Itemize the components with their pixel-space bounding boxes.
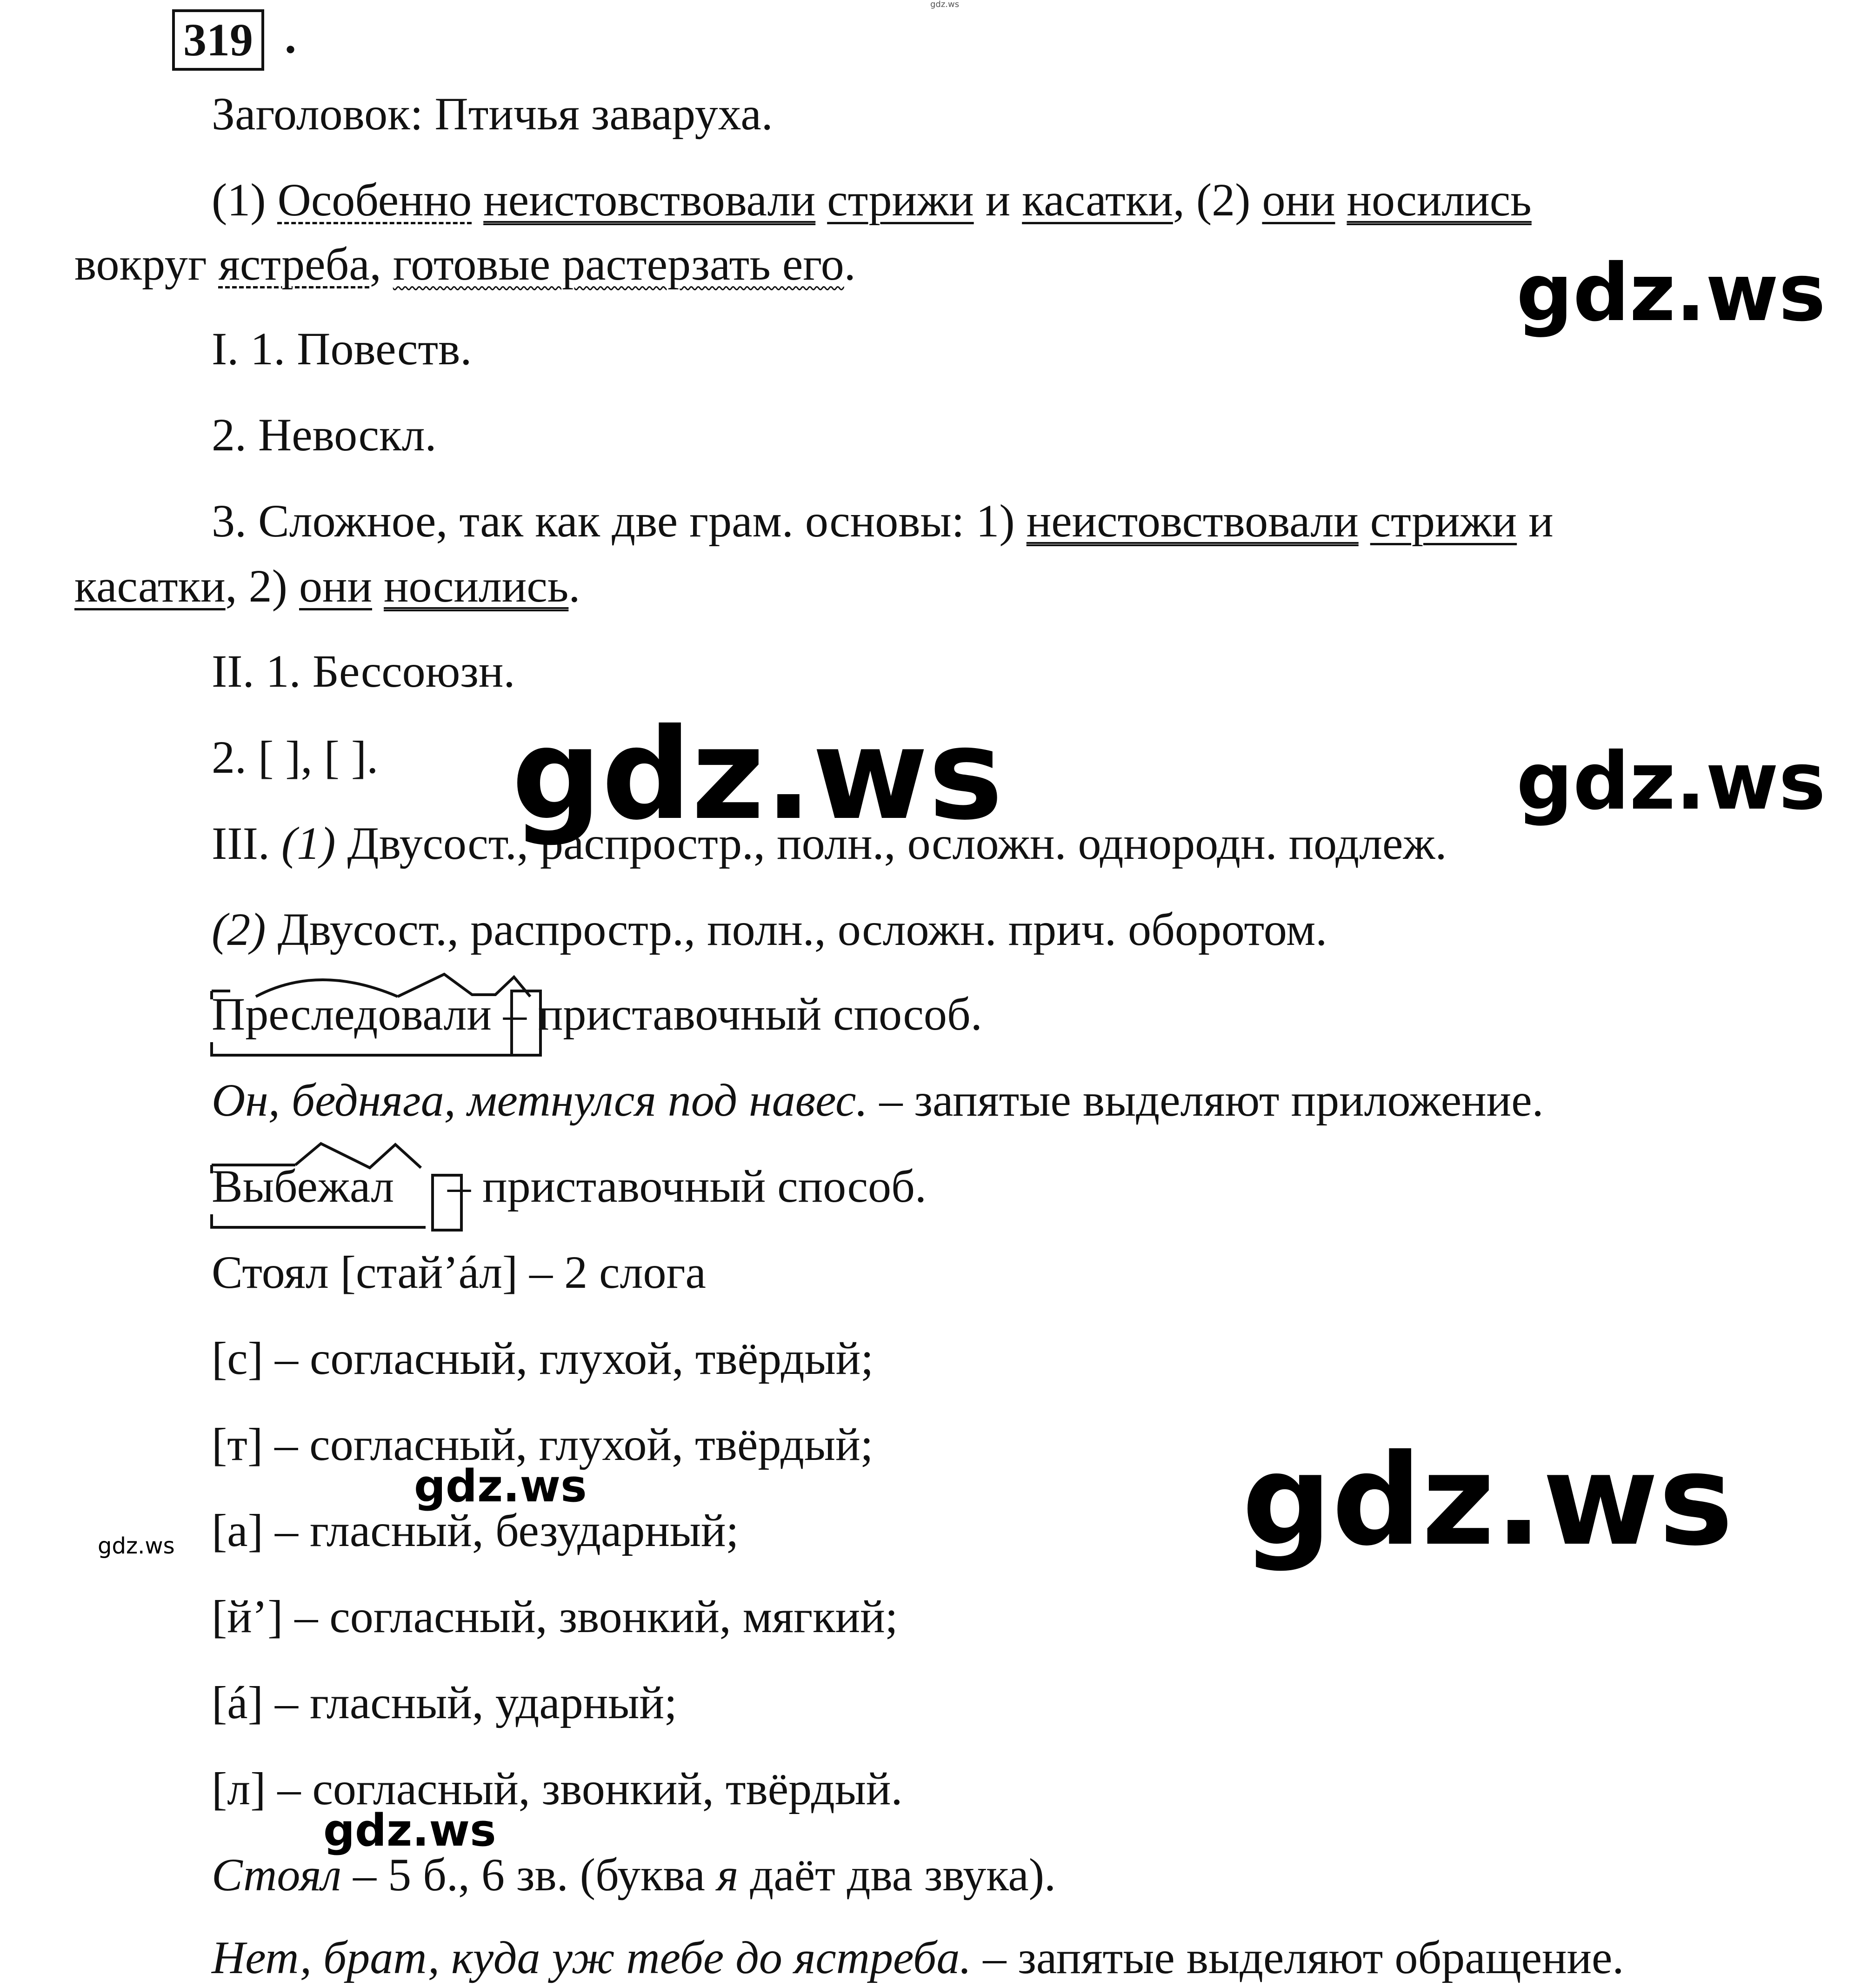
- analysis-ii2: 2. [ ], [ ].: [212, 731, 379, 783]
- word-nosilis-2: носились: [384, 560, 569, 612]
- analysis-part: [1359, 495, 1370, 547]
- analysis-part: (2): [212, 904, 266, 955]
- analysis-i3-line-1: [212, 493, 1554, 549]
- word-oni: они: [1262, 174, 1335, 226]
- word-strizhi-2: стрижи: [1370, 495, 1517, 547]
- word-kasatki-2: касатки: [74, 560, 226, 612]
- analysis-part: Двусост., распростр., полн., осложн. прич. оборотом.: [266, 904, 1327, 955]
- sentence-part: (1): [212, 174, 278, 226]
- phonetic-row: [л] – согласный, звонкий, твёрдый.: [212, 1763, 903, 1814]
- watermark: gdz.ws: [1516, 247, 1826, 339]
- watermark-large: gdz.ws: [512, 701, 1003, 848]
- analysis-i1: I. 1. Повеств.: [212, 323, 472, 375]
- phonetic-row: [á] – гласный, ударный;: [212, 1677, 677, 1728]
- watermark-small: gdz.ws: [414, 1461, 587, 1512]
- word-presledovali: Преследовали: [212, 988, 492, 1040]
- word-analysis-desc: – приставочный способ.: [491, 988, 982, 1040]
- watermark-small: gdz.ws: [323, 1805, 496, 1856]
- word-strizhi: стрижи: [827, 174, 974, 226]
- word-neistovstvovali: неистовствовали: [483, 174, 816, 226]
- analysis-i2: 2. Невоскл.: [212, 409, 437, 461]
- final-line: [212, 1930, 1624, 1986]
- exercise-number: 319: [172, 9, 264, 71]
- analysis-part: .: [568, 560, 580, 612]
- analysis-i3-line-2: [74, 558, 580, 614]
- phonetic-row: [т] – согласный, глухой, твёрдый;: [212, 1419, 874, 1470]
- final-desc: – запятые выделяют обращение.: [971, 1932, 1624, 1983]
- sentence-part: ,: [369, 238, 393, 290]
- example-sentence: Он, бедняга, метнулся под навес.: [212, 1074, 868, 1126]
- word-nosilis: носились: [1347, 174, 1532, 226]
- sentence-part: вокруг: [74, 238, 219, 290]
- analysis-part: [372, 560, 384, 612]
- sentence-line-2: [74, 236, 856, 292]
- word-analysis-desc: – приставочный способ.: [436, 1160, 927, 1212]
- sentence-part: , (2): [1173, 174, 1262, 226]
- word-oni-2: они: [299, 560, 373, 612]
- title-line: Заголовок: Птичья заваруха.: [212, 88, 773, 140]
- exercise-number-dot: .: [285, 11, 296, 63]
- watermark-large: gdz.ws: [1242, 1427, 1734, 1573]
- final-sentence: Нет, брат, куда уж тебе до ястреба.: [212, 1932, 972, 1983]
- morpheme-marks-icon: [212, 968, 556, 1061]
- phonetic-row: [с] – согласный, глухой, твёрдый;: [212, 1332, 874, 1384]
- summary-text: даёт два звука).: [738, 1849, 1056, 1901]
- analysis-ii1: II. 1. Бессоюзн.: [212, 645, 515, 697]
- sentence-part: .: [844, 238, 856, 290]
- analysis-part: , 2): [225, 560, 299, 612]
- word-kasatki: касатки: [1022, 174, 1173, 226]
- word-gotovye: готовые растерзать его: [393, 238, 844, 290]
- analysis-part: Двусост., распростр., полн., осложн. однородн. подлеж.: [335, 817, 1447, 869]
- sentence-line-1: [212, 172, 1532, 228]
- word-neistovstvovali-2: неистовствовали: [1026, 495, 1359, 547]
- summary-text: – 5 б., 6 зв. (буква: [341, 1849, 717, 1901]
- analysis-part: и: [1517, 495, 1554, 547]
- word-yastreba: ястреба: [218, 238, 370, 290]
- summary-word: Стоял: [212, 1849, 342, 1901]
- analysis-part: 3. Сложное, так как две грам. основы: 1): [212, 495, 1027, 547]
- phonetic-row: [й’] – согласный, звонкий, мягкий;: [212, 1591, 898, 1642]
- watermark-tiny: gdz.ws: [930, 0, 960, 9]
- analysis-iii2: [212, 902, 1327, 957]
- watermark-tiny-side: gdz.ws: [98, 1533, 175, 1559]
- summary-letter: я: [716, 1849, 739, 1901]
- morpheme-word-presledovali: [212, 986, 492, 1042]
- morpheme-word-vybezhal: [212, 1158, 394, 1214]
- phonetic-row: [а] – гласный, безударный;: [212, 1505, 739, 1556]
- word-analysis-2: [212, 1158, 927, 1214]
- word-vybezhal: Выбежал: [212, 1160, 394, 1212]
- word-analysis-desc: – запятые выделяют приложение.: [867, 1074, 1544, 1126]
- phonetic-head: Стоял [стай’áл] – 2 слога: [212, 1246, 706, 1298]
- word-analysis-1: [212, 986, 982, 1042]
- word-analysis-sentence: [212, 1072, 1544, 1128]
- morpheme-marks-icon: [212, 1140, 472, 1233]
- watermark: gdz.ws: [1516, 736, 1826, 828]
- analysis-part: III.: [212, 817, 281, 869]
- word-osobenno: Особенно: [277, 174, 472, 226]
- sentence-part: и: [974, 174, 1022, 226]
- analysis-part: (1): [281, 817, 336, 869]
